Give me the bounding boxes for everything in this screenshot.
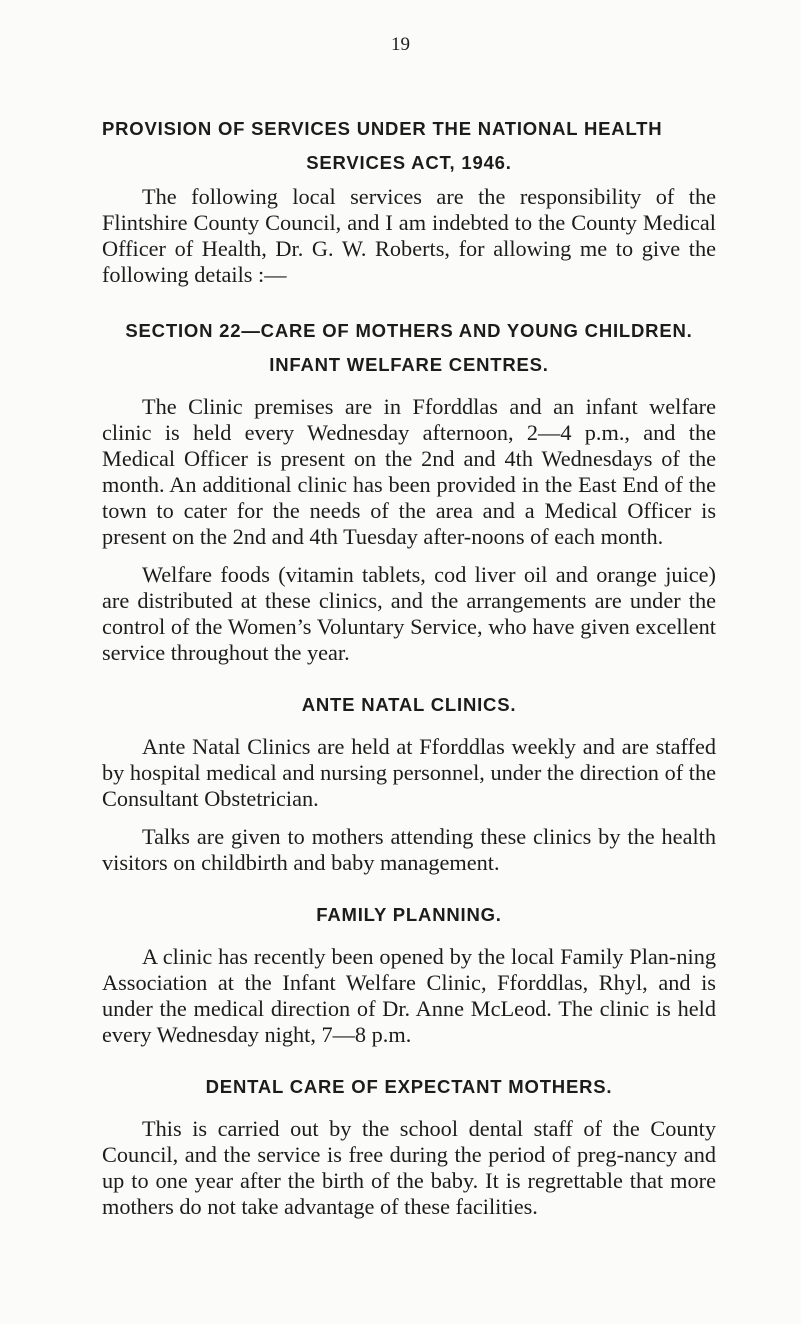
infant-welfare-paragraph-1: The Clinic premises are in Fforddlas and an infant welfare clinic is held every Wednesday afternoon, 2—4 p.m., and the Medical Officer is present on the 2nd and 4th Wednesdays of the month. An additional clinic has been provided in the East End of the town to cater for the needs of the area and a Medical Officer is present on the 2nd and 4th Tuesday after-noons of each month.: [102, 394, 716, 549]
ante-natal-paragraph-1: Ante Natal Clinics are held at Fforddlas weekly and are staffed by hospital medical and nursing personnel, under the direction of the Consultant Obstetrician.: [102, 734, 716, 811]
ante-natal-paragraph-2: Talks are given to mothers attending these clinics by the health visitors on childbirth and baby management.: [102, 824, 716, 875]
page-number: 19: [391, 34, 410, 55]
intro-paragraph: The following local services are the responsibility of the Flintshire County Council, and I am indebted to the County Medical Officer of Health, Dr. G. W. Roberts, for allowing me to give the following details :—: [102, 184, 716, 287]
section-22-heading: SECTION 22—CARE OF MOTHERS AND YOUNG CHILDREN.: [125, 320, 693, 341]
page-content: [102, 112, 716, 1220]
ante-natal-heading: ANTE NATAL CLINICS.: [301, 694, 517, 715]
dental-care-paragraph: This is carried out by the school dental staff of the County Council, and the service is free during the period of preg-nancy and up to one year after the birth of the baby. It is regrettable that more mothers do not take advantage of these facilities.: [102, 1116, 716, 1219]
dental-care-heading: DENTAL CARE OF EXPECTANT MOTHERS.: [205, 1076, 613, 1097]
document-title: PROVISION OF SERVICES UNDER THE NATIONAL HEALTH: [102, 118, 663, 139]
family-planning-paragraph: A clinic has recently been opened by the local Family Plan-ning Association at the Infant Welfare Clinic, Fforddlas, Rhyl, and is under the medical direction of Dr. Anne McLeod. The clinic is held every Wednesday night, 7—8 p.m.: [102, 944, 716, 1047]
document-title-continued: SERVICES ACT, 1946.: [306, 152, 512, 173]
infant-welfare-paragraph-2: Welfare foods (vitamin tablets, cod liver oil and orange juice) are distributed at these clinics, and the arrangements are under the control of the Women’s Voluntary Service, who have given excellent service throughout the year.: [102, 562, 716, 665]
infant-welfare-heading: INFANT WELFARE CENTRES.: [269, 354, 549, 375]
family-planning-heading: FAMILY PLANNING.: [316, 904, 502, 925]
